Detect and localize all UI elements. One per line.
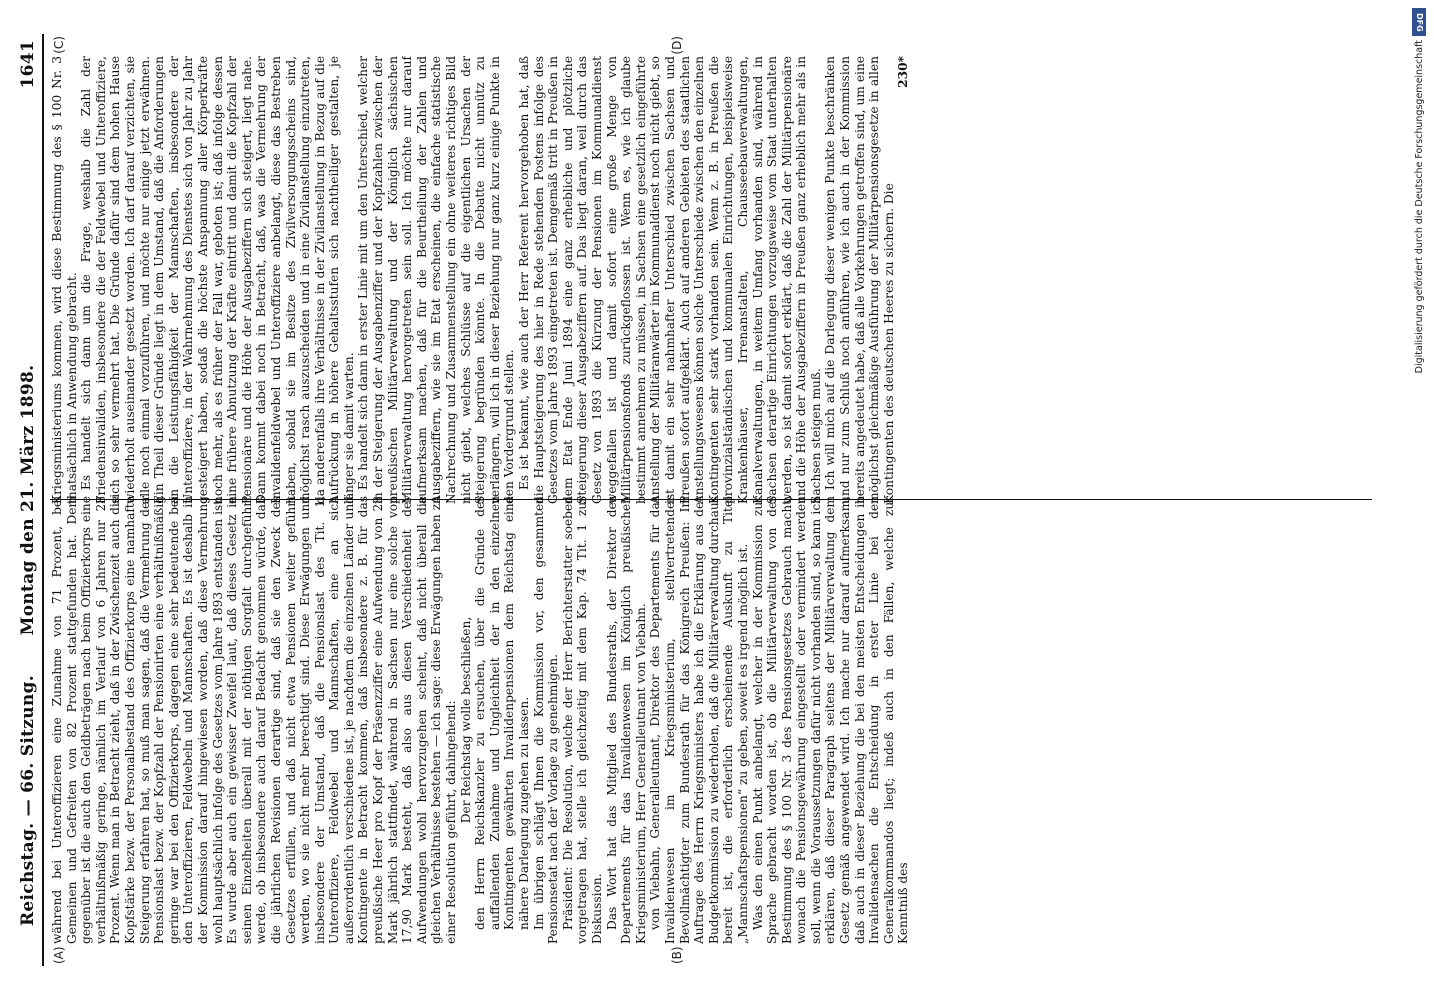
dfg-logo-icon: DFG — [1412, 8, 1426, 36]
paragraph: Im übrigen schlägt Ihnen die Kommission vor, den gesammten Pensionsetat nach der Vorlage zu genehmigen. — [531, 496, 561, 944]
margin-marker-c: (C) — [52, 36, 66, 54]
paragraph: Es ist bekannt, wie auch der Herr Referent hervorgehoben hat, daß die Hauptsteigerung des hier in Rede stehenden Postens infolge des Gesetzes vom Jahre 1893 eingetreten ist. Demgemäß tritt in Preußen in dem Etat Ende Juni 1894 eine ganz erhebliche und plötzliche Steigerung dieser Ausgabeziffern auf. Das liegt daran, weil durch das Gesetz von 1893 die Kürzung der Pensionen im Kommunaldienst weggefallen ist und damit sofort eine große Menge von Militärpensionsfonds zurückgeflossen ist. Wenn es, wie ich glaube bestimmt annehmen zu müssen, in Sachsen eine gesetzlich eingeführte Anstellung der Militäranwärter im Kommunaldienst noch nicht giebt, so ist damit ein sehr nahmhafter Unterschied zwischen Sachsen und Preußen sofort aufgeklärt. Auch auf anderen Gebieten des staatlichen Anstellungswesens können solche Unterschiede zwischen den einzelnen Kontingenten sehr stark vorhanden sein. Wenn z. B. in Preußen die provinzialständischen und kommunalen Einrichtungen, beispielsweise Krankenhäuser, Irrenanstalten, Chausseebauverwaltungen, Kanalverwaltungen, in weitem Umfang vorhanden sind, während in Sachsen derartige Einrichtungen vorzugsweise vom Staat unterhalten werden, so ist damit sofort erklärt, daß die Zahl der Militärpensionäre und die Höhe der Ausgabeziffern in Preußen ganz erheblich mehr als in Sachsen steigen muß. — [517, 56, 823, 504]
watermark-strip — [1404, 0, 1434, 1000]
paragraph: während bei Unteroffizieren eine Zunahme von 71 Prozent, bei Gemeinen und Gefreiten von 82 Prozent stattgefunden hat. Dem gegenüber ist die auch den Geldbeträgen nach beim Offizierkorps eine verhältnißmäßig geringe, nämlich im Verlauf von 6 Jahren nur 28 Prozent. Wenn man in Betracht zieht, daß in der Zwischenzeit auch die Kopfstärke bezw. der Personalbestand des Offizierkorps eine namhafte Steigerung erfahren hat, so muß man sagen, daß die Vermehrung der Pensionslast bezw. der Kopfzahl der Pensionirten eine verhältnißmäßig geringe war bei den Offizierkorps, dagegen eine sehr bedeutende bei den Unteroffizieren, Feldwebeln und Mannschaften. Es ist deshalb in der Kommission darauf hingewiesen worden, daß diese Vermehrung wohl hauptsächlich infolge des Gesetzes vom Jahre 1893 entstanden ist. Es wurde aber auch ein gewisser Zweifel laut, daß dieses Gesetz in seinen Einzelheiten überall mit der nöthigen Sorgfalt durchgeführt werde, ob insbesondere auch darauf Bedacht genommen würde, daß die jährlichen Revisionen derartige sind, daß sie den Zweck des Gesetzes erfüllen, und daß nicht etwa Pensionen weiter geführt werden, wo sie nicht mehr berechtigt sind. Diese Erwägungen und insbesondere der Umstand, daß die Pensionslast des Tit. 1, Unteroffiziere, Feldwebel und Mannschaften, eine an sich außerordentlich verschiedene ist, je nachdem die einzelnen Länder und Kontingente in Betracht kommen, daß insbesondere z. B. für das preußische Heer pro Kopf der Präsenzziffer eine Aufwendung von 28 Mark jährlich stattfindet, während in Sachsen nur eine solche von 17,90 Mark besteht, daß also aus diesen Verschiedenheit der Aufwendungen wohl hervorzugehen scheint, daß nicht überall die gleichen Verhältnisse bestehen — ich sage: diese Erwägungen haben zu einer Resolution geführt, dahingehend: — [50, 496, 459, 944]
margin-marker-d: (D) — [670, 36, 684, 55]
header-date: Montag den 21. März 1898. — [18, 364, 38, 636]
paragraph: Es handelt sich dann in erster Linie mit um den Unterschied, welcher in der Steigerung der Ausgabenziffer und der Kopfzahlen zwischen der preußischen Militärverwaltung und der Königlich sächsischen Militärverwaltung hervorgetreten sein soll. Ich möchte nur darauf aufmerksam machen, daß für die Beurtheilung der Zahlen und Ausgabeziffern, wie sie im Etat erscheinen, die einfache statistische Nachrechnung und Zusammenstellung ein ohne weiteres richtiges Bild nicht giebt, welches Schlüsse auf die eigentlichen Ursachen der Steigerung begründen könnte. In die Debatte nicht unnütz zu verlängern, will ich in dieser Beziehung nur ganz kurz einige Punkte in den Vordergrund stellen. — [356, 56, 517, 504]
paragraph: Präsident: Die Resolution, welche der Herr Berichterstatter soeben vorgetragen hat, stelle ich gleichzeitig mit dem Kap. 74 Tit. 1 zur Diskussion. — [560, 496, 604, 944]
page-header — [14, 34, 44, 966]
paragraph: Was den einen Punkt anbelangt, welcher in der Kommission zur Sprache gebracht worden ist, ob die Militärverwaltung von der Bestimmung des § 100 Nr. 3 des Pensionsgesetzes Gebrauch macht, wonach die Pensionsgewährung eingestellt oder vermindert werden soll, wenn die Voraussetzungen dafür nicht vorhanden sind, so kann ich erklären, daß dieser Paragraph seitens der Militärverwaltung dem Gesetz gemäß angewendet wird. Ich mache nur darauf aufmerksam, daß auch in dieser Beziehung die bei den meisten Entscheidungen in Invalidensachen die Entscheidung in erster Linie bei den Generalkommandos liegt; indeß auch in den Fällen, welche zur Kenntniß des — [750, 496, 911, 944]
left-column — [50, 496, 1372, 944]
text-columns — [50, 34, 1372, 966]
margin-marker-b: (B) — [670, 946, 684, 964]
digitization-credit: Digitalisierung gefördert durch die Deutsche Forschungsgemeinschaft — [1414, 40, 1425, 374]
paragraph: Das Wort hat das Mitglied des Bundesraths, der Direktor des Departements für das Invalidenwesen im Königlich preußischen Kriegsministerium, Herr Generalleutnant von Viebahn. — [604, 496, 648, 944]
paragraph: Ich will mich auf die Darlegung dieser wenigen Punkte beschränken und nur zum Schluß noch anführen, wie ich auch in der Kommission bereits angedeutet habe, daß alle Vorkehrungen getroffen sind, um eine möglichst gleichmäßige Ausführung der Militärpensionsgesetze in allen Kontingenten des deutschen Heeres zu sichern. Die — [823, 56, 896, 504]
right-column — [50, 56, 1372, 504]
page-number: 1641 — [18, 40, 38, 89]
resolution-heading: Der Reichstag wolle beschließen, — [458, 616, 473, 824]
paragraph: Kriegsministeriums kommen, wird diese Bestimmung des § 100 Nr. 3 thatsächlich in Anwendung gebracht. — [50, 56, 79, 504]
paragraph: von Viebahn, Generalleutnant, Direktor des Departements für das Invalidenwesen im Kriegsministerium, stellvertretender Bevollmächtigter zum Bundesrath für das Königreich Preußen: Im Auftrage des Herrn Kriegsministers habe ich die Erklärung aus der Budgetkommission zu wiederholen, daß die Militärverwaltung durchaus bereit ist, die erforderlich erscheinende Auskunft zu Titel „Mannschaftspensionen“ zu geben, soweit es irgend möglich ist. — [648, 496, 750, 944]
margin-marker-a: (A) — [52, 946, 66, 964]
header-running-title: Reichstag. — 66. Sitzung. — [18, 675, 38, 926]
resolution-text: den Herrn Reichskanzler zu ersuchen, über die Gründe der auffallenden Zunahme und Ungleichheit der in den einzelnen Kontingenten gewährten Invalidenpensionen dem Reichstag eine nähere Darlegung zugehen zu lassen. — [473, 496, 531, 930]
signature-mark: 230* — [896, 56, 911, 88]
paragraph: Es handelt sich dann um die Frage, weshalb die Zahl der Friedensinvaliden, insbesondere die der Feldwebel und Unteroffiziere, sich so sehr vermehrt hat. Die Gründe dafür sind dem hohen Hause wiederholt auseinander gesetzt worden. Ich darf darauf verzichten, sie alle noch einmal vorzuführen, und möchte nur einige jetzt erwähnen. Ein Theil dieser Gründe liegt in dem Umstand, daß die Anforderungen an die Leistungsfähigkeit der Mannschaften, insbesondere der Unteroffiziere, in der Wahrnehmung des Dienstes sich von Jahr zu Jahr gesteigert haben, sodaß die höchste Anspannung aller Körperkräfte noch mehr, als es früher der Fall war, geboten ist; daß infolge dessen eine frühere Abnutzung der Kräfte eintritt und damit die Kopfzahl der Pensionäre und die Höhe der Ausgabeziffern sich steigert, liegt nahe. Dann kommt dabei noch in Betracht, daß, was die Vermehrung der Invalidenfeldwebel und Unteroffiziere anbelangt, diese das Bestreben haben, sobald sie im Besitze des Zivilversorgungsscheins sind, möglichst rasch auszuscheiden und in eine Zivilanstellung einzutreten, da anderenfalls ihre Verhältnisse in der Zivilanstellung in Bezug auf die Aufrückung in höhere Gehaltsstufen sich nachtheiliger gestalten, je länger sie damit warten. — [79, 56, 356, 504]
